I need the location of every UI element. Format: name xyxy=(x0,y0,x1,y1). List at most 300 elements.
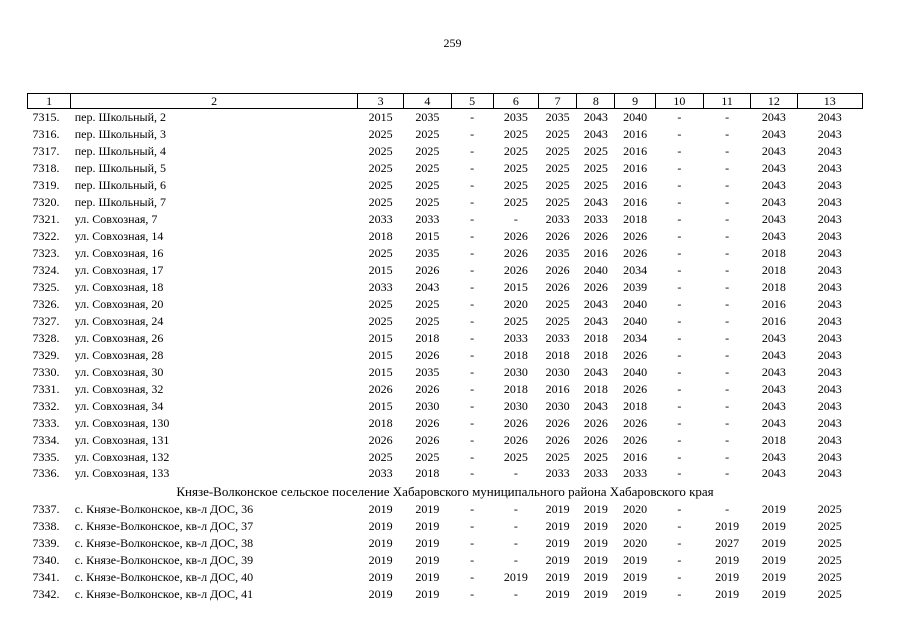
year-cell: 2026 xyxy=(503,415,528,430)
page-number: 259 xyxy=(443,36,462,50)
table-row xyxy=(28,414,863,431)
year-cell: - xyxy=(725,161,730,176)
table-row xyxy=(28,177,863,194)
year-cell: 2020 xyxy=(623,519,648,534)
year-cell: 2043 xyxy=(761,381,786,396)
year-cell: - xyxy=(677,229,682,244)
year-cell: - xyxy=(470,432,475,447)
table-row xyxy=(28,535,863,552)
year-cell: - xyxy=(470,246,475,261)
column-header: 8 xyxy=(577,94,615,109)
year-cell: 2034 xyxy=(623,263,648,278)
year-cell: - xyxy=(677,502,682,517)
year-cell: - xyxy=(677,449,682,464)
row-number: 7334. xyxy=(32,432,60,447)
year-cell: 2043 xyxy=(583,364,608,379)
year-cell: - xyxy=(677,127,682,142)
year-cell: 2026 xyxy=(503,246,528,261)
year-cell: 2033 xyxy=(368,466,393,481)
year-cell: - xyxy=(725,466,730,481)
row-number: 7318. xyxy=(32,161,60,176)
year-cell: 2018 xyxy=(761,280,786,294)
year-cell: 2043 xyxy=(761,212,786,227)
year-cell: 2043 xyxy=(817,144,842,159)
year-cell: - xyxy=(725,313,730,328)
year-cell: - xyxy=(470,144,475,159)
year-cell: 2025 xyxy=(503,195,528,210)
year-cell: 2043 xyxy=(817,212,842,227)
year-cell: - xyxy=(725,110,730,125)
year-cell: - xyxy=(677,432,682,447)
year-cell: 2033 xyxy=(583,466,608,481)
year-cell: - xyxy=(677,398,682,413)
year-cell: 2043 xyxy=(817,229,842,244)
year-cell: 2033 xyxy=(415,212,440,227)
year-cell: - xyxy=(470,398,475,413)
table-row xyxy=(28,143,863,160)
year-cell: 2035 xyxy=(415,246,440,261)
year-cell: 2043 xyxy=(761,347,786,362)
year-cell: 2018 xyxy=(503,347,528,362)
table-row xyxy=(28,518,863,535)
table-row xyxy=(28,109,863,126)
year-cell: 2025 xyxy=(583,178,608,193)
table-row xyxy=(28,569,863,586)
year-cell: - xyxy=(725,229,730,244)
year-cell: 2043 xyxy=(817,398,842,413)
year-cell: 2018 xyxy=(623,398,648,413)
year-cell: 2018 xyxy=(545,347,570,362)
year-cell: 2016 xyxy=(623,178,648,193)
year-cell: 2025 xyxy=(503,127,528,142)
year-cell: 2016 xyxy=(623,127,648,142)
year-cell: - xyxy=(470,263,475,278)
year-cell: 2020 xyxy=(503,296,528,311)
year-cell: 2019 xyxy=(583,553,608,568)
year-cell: 2043 xyxy=(817,246,842,261)
year-cell: 2019 xyxy=(368,570,393,585)
year-cell: 2025 xyxy=(368,449,393,464)
year-cell: 2019 xyxy=(623,570,648,585)
year-cell: 2043 xyxy=(761,364,786,379)
year-cell: 2043 xyxy=(583,110,608,125)
year-cell: 2043 xyxy=(817,161,842,176)
year-cell: 2027 xyxy=(715,536,740,551)
year-cell: - xyxy=(725,144,730,159)
year-cell: 2026 xyxy=(583,280,608,294)
year-cell: - xyxy=(513,587,518,602)
year-cell: 2043 xyxy=(817,127,842,142)
row-number: 7330. xyxy=(32,364,60,379)
year-cell: - xyxy=(725,246,730,261)
year-cell: - xyxy=(470,536,475,551)
row-number: 7342. xyxy=(32,587,60,602)
year-cell: - xyxy=(470,330,475,345)
address-cell: ул. Совхозная, 30 xyxy=(74,364,164,379)
year-cell: 2019 xyxy=(623,587,648,602)
table-row xyxy=(28,245,863,262)
year-cell: - xyxy=(513,519,518,534)
column-header: 3 xyxy=(357,94,403,109)
year-cell: - xyxy=(470,519,475,534)
year-cell: 2015 xyxy=(368,364,393,379)
year-cell: 2015 xyxy=(368,330,393,345)
table-row xyxy=(28,211,863,228)
year-cell: - xyxy=(725,381,730,396)
year-cell: 2015 xyxy=(368,263,393,278)
year-cell: 2033 xyxy=(368,212,393,227)
year-cell: 2043 xyxy=(817,364,842,379)
column-header: 11 xyxy=(703,94,750,109)
year-cell: 2026 xyxy=(583,415,608,430)
year-cell: 2043 xyxy=(817,347,842,362)
year-cell: 2026 xyxy=(545,415,570,430)
row-number: 7316. xyxy=(32,127,60,142)
year-cell: 2025 xyxy=(368,195,393,210)
year-cell: - xyxy=(725,127,730,142)
section-title: Князе-Волконское сельское поселение Хабаровского муниципального района Хабаровского края xyxy=(176,483,714,499)
year-cell: 2018 xyxy=(761,263,786,278)
address-cell: ул. Совхозная, 131 xyxy=(74,432,170,447)
year-cell: - xyxy=(513,553,518,568)
year-cell: 2043 xyxy=(761,466,786,481)
year-cell: - xyxy=(470,280,475,294)
address-cell: пер. Школьный, 7 xyxy=(74,195,167,210)
address-cell: ул. Совхозная, 28 xyxy=(74,347,164,362)
address-cell: ул. Совхозная, 14 xyxy=(74,229,164,244)
year-cell: 2019 xyxy=(368,587,393,602)
year-cell: 2035 xyxy=(503,110,528,125)
year-cell: 2033 xyxy=(623,466,648,481)
year-cell: 2030 xyxy=(545,364,570,379)
year-cell: - xyxy=(725,415,730,430)
year-cell: 2025 xyxy=(545,449,570,464)
year-cell: 2018 xyxy=(583,347,608,362)
year-cell: - xyxy=(513,536,518,551)
row-number: 7323. xyxy=(32,246,60,261)
column-header: 4 xyxy=(404,94,451,109)
section-row xyxy=(28,482,863,501)
year-cell: - xyxy=(677,364,682,379)
year-cell: 2043 xyxy=(583,398,608,413)
year-cell: 2019 xyxy=(761,570,786,585)
year-cell: 2043 xyxy=(583,195,608,210)
year-cell: - xyxy=(470,296,475,311)
row-number: 7340. xyxy=(32,553,60,568)
year-cell: 2019 xyxy=(415,519,440,534)
year-cell: 2018 xyxy=(761,246,786,261)
year-cell: 2043 xyxy=(761,330,786,345)
year-cell: 2043 xyxy=(817,195,842,210)
year-cell: - xyxy=(470,415,475,430)
year-cell: 2043 xyxy=(761,178,786,193)
year-cell: 2025 xyxy=(415,178,440,193)
address-cell: с. Князе-Волконское, кв-л ДОС, 40 xyxy=(74,570,254,585)
year-cell: 2019 xyxy=(715,570,740,585)
year-cell: 2026 xyxy=(623,229,648,244)
column-header: 6 xyxy=(493,94,538,109)
year-cell: 2026 xyxy=(415,381,440,396)
row-number: 7320. xyxy=(32,195,60,210)
table-row xyxy=(28,262,863,279)
column-header: 7 xyxy=(539,94,577,109)
address-cell: с. Князе-Волконское, кв-л ДОС, 36 xyxy=(74,502,254,517)
year-cell: 2033 xyxy=(583,212,608,227)
year-cell: 2043 xyxy=(817,466,842,481)
year-cell: 2025 xyxy=(368,178,393,193)
year-cell: 2040 xyxy=(623,313,648,328)
year-cell: 2035 xyxy=(545,246,570,261)
table-row xyxy=(28,448,863,465)
year-cell: - xyxy=(513,212,518,227)
year-cell: - xyxy=(677,212,682,227)
column-header: 9 xyxy=(615,94,655,109)
year-cell: 2040 xyxy=(583,263,608,278)
year-cell: - xyxy=(470,553,475,568)
table-row xyxy=(28,363,863,380)
table-row xyxy=(28,160,863,177)
year-cell: 2018 xyxy=(368,415,393,430)
year-cell: 2025 xyxy=(415,296,440,311)
year-cell: 2016 xyxy=(545,381,570,396)
year-cell: 2019 xyxy=(415,570,440,585)
year-cell: - xyxy=(677,161,682,176)
year-cell: - xyxy=(677,466,682,481)
year-cell: 2030 xyxy=(503,364,528,379)
column-header: 10 xyxy=(655,94,703,109)
year-cell: 2025 xyxy=(545,195,570,210)
year-cell: 2018 xyxy=(761,432,786,447)
year-cell: 2043 xyxy=(761,144,786,159)
row-number: 7321. xyxy=(32,212,60,227)
year-cell: - xyxy=(677,195,682,210)
table-row xyxy=(28,295,863,312)
year-cell: 2015 xyxy=(368,110,393,125)
year-cell: - xyxy=(677,415,682,430)
year-cell: 2043 xyxy=(817,280,842,294)
year-cell: 2025 xyxy=(817,553,842,568)
year-cell: 2043 xyxy=(761,195,786,210)
year-cell: 2016 xyxy=(623,144,648,159)
year-cell: 2043 xyxy=(817,263,842,278)
year-cell: 2019 xyxy=(545,553,570,568)
year-cell: 2025 xyxy=(817,570,842,585)
year-cell: 2040 xyxy=(623,110,648,125)
year-cell: 2043 xyxy=(817,110,842,125)
address-cell: ул. Совхозная, 132 xyxy=(74,449,170,464)
year-cell: 2026 xyxy=(623,246,648,261)
year-cell: 2019 xyxy=(583,587,608,602)
year-cell: 2035 xyxy=(415,364,440,379)
year-cell: - xyxy=(677,553,682,568)
year-cell: 2016 xyxy=(623,195,648,210)
year-cell: 2025 xyxy=(415,313,440,328)
year-cell: 2015 xyxy=(368,398,393,413)
year-cell: 2025 xyxy=(368,127,393,142)
year-cell: 2025 xyxy=(368,161,393,176)
year-cell: 2025 xyxy=(368,246,393,261)
address-cell: ул. Совхозная, 34 xyxy=(74,398,164,413)
year-cell: - xyxy=(677,110,682,125)
address-cell: ул. Совхозная, 18 xyxy=(74,280,164,294)
year-cell: - xyxy=(725,263,730,278)
year-cell: - xyxy=(725,330,730,345)
year-cell: 2026 xyxy=(415,415,440,430)
year-cell: - xyxy=(470,178,475,193)
year-cell: - xyxy=(677,296,682,311)
year-cell: 2025 xyxy=(817,502,842,517)
year-cell: 2025 xyxy=(817,587,842,602)
column-header: 1 xyxy=(28,94,71,109)
table-row xyxy=(28,312,863,329)
address-cell: ул. Совхозная, 7 xyxy=(74,212,158,227)
year-cell: 2016 xyxy=(761,313,786,328)
year-cell: 2019 xyxy=(368,502,393,517)
year-cell: 2018 xyxy=(415,466,440,481)
year-cell: 2019 xyxy=(368,519,393,534)
table-row xyxy=(28,228,863,245)
year-cell: 2026 xyxy=(415,347,440,362)
year-cell: - xyxy=(725,178,730,193)
address-cell: ул. Совхозная, 17 xyxy=(74,263,164,278)
year-cell: 2026 xyxy=(623,347,648,362)
year-cell: 2019 xyxy=(761,536,786,551)
year-cell: 2019 xyxy=(623,553,648,568)
year-cell: 2019 xyxy=(368,536,393,551)
year-cell: - xyxy=(725,280,730,294)
column-header: 2 xyxy=(71,94,358,109)
year-cell: 2019 xyxy=(761,587,786,602)
address-cell: ул. Совхозная, 20 xyxy=(74,296,164,311)
year-cell: 2019 xyxy=(545,519,570,534)
row-number: 7322. xyxy=(32,229,60,244)
year-cell: 2043 xyxy=(583,313,608,328)
year-cell: 2043 xyxy=(583,127,608,142)
year-cell: 2025 xyxy=(368,296,393,311)
table-header-row xyxy=(28,94,863,109)
year-cell: 2025 xyxy=(545,161,570,176)
year-cell: 2025 xyxy=(503,144,528,159)
year-cell: - xyxy=(470,195,475,210)
year-cell: - xyxy=(677,536,682,551)
year-cell: 2019 xyxy=(415,587,440,602)
year-cell: 2043 xyxy=(761,127,786,142)
year-cell: 2019 xyxy=(761,519,786,534)
year-cell: - xyxy=(677,519,682,534)
year-cell: 2026 xyxy=(545,229,570,244)
year-cell: 2035 xyxy=(415,110,440,125)
row-number: 7336. xyxy=(32,466,60,481)
year-cell: 2019 xyxy=(415,502,440,517)
year-cell: - xyxy=(470,212,475,227)
year-cell: - xyxy=(470,127,475,142)
year-cell: 2020 xyxy=(623,536,648,551)
year-cell: 2019 xyxy=(715,587,740,602)
year-cell: 2025 xyxy=(583,449,608,464)
year-cell: 2019 xyxy=(545,570,570,585)
row-number: 7331. xyxy=(32,381,60,396)
year-cell: 2016 xyxy=(623,161,648,176)
year-cell: 2033 xyxy=(503,330,528,345)
year-cell: - xyxy=(725,347,730,362)
year-cell: 2019 xyxy=(503,570,528,585)
row-number: 7327. xyxy=(32,313,60,328)
year-cell: 2019 xyxy=(545,536,570,551)
year-cell: - xyxy=(470,347,475,362)
year-cell: 2018 xyxy=(623,212,648,227)
table-row xyxy=(28,126,863,143)
table-row xyxy=(28,346,863,363)
year-cell: - xyxy=(677,178,682,193)
column-header: 5 xyxy=(451,94,493,109)
year-cell: 2018 xyxy=(583,330,608,345)
table-row xyxy=(28,431,863,448)
year-cell: 2043 xyxy=(817,296,842,311)
row-number: 7337. xyxy=(32,502,60,517)
year-cell: - xyxy=(725,296,730,311)
year-cell: 2043 xyxy=(817,381,842,396)
year-cell: 2035 xyxy=(545,110,570,125)
year-cell: 2030 xyxy=(503,398,528,413)
year-cell: 2025 xyxy=(545,313,570,328)
year-cell: - xyxy=(725,449,730,464)
data-table xyxy=(27,93,863,603)
year-cell: 2018 xyxy=(503,381,528,396)
address-cell: ул. Совхозная, 26 xyxy=(74,330,164,345)
year-cell: 2026 xyxy=(368,432,393,447)
row-number: 7338. xyxy=(32,519,60,534)
year-cell: 2043 xyxy=(761,161,786,176)
row-number: 7329. xyxy=(32,347,60,362)
year-cell: - xyxy=(725,398,730,413)
year-cell: 2043 xyxy=(415,280,440,294)
address-cell: с. Князе-Волконское, кв-л ДОС, 39 xyxy=(74,553,254,568)
year-cell: 2026 xyxy=(503,432,528,447)
year-cell: 2019 xyxy=(583,519,608,534)
address-cell: пер. Школьный, 6 xyxy=(74,178,167,193)
year-cell: - xyxy=(677,263,682,278)
table-row xyxy=(28,465,863,482)
year-cell: 2026 xyxy=(545,263,570,278)
row-number: 7319. xyxy=(32,178,60,193)
year-cell: - xyxy=(470,381,475,396)
year-cell: 2025 xyxy=(583,161,608,176)
year-cell: 2020 xyxy=(623,502,648,517)
year-cell: 2019 xyxy=(583,502,608,517)
year-cell: 2040 xyxy=(623,296,648,311)
row-number: 7317. xyxy=(32,144,60,159)
year-cell: - xyxy=(470,364,475,379)
address-cell: ул. Совхозная, 32 xyxy=(74,381,164,396)
year-cell: 2033 xyxy=(545,330,570,345)
year-cell: - xyxy=(513,502,518,517)
year-cell: 2033 xyxy=(545,212,570,227)
year-cell: 2025 xyxy=(368,144,393,159)
year-cell: 2043 xyxy=(817,449,842,464)
row-number: 7333. xyxy=(32,415,60,430)
year-cell: 2019 xyxy=(583,536,608,551)
year-cell: 2019 xyxy=(715,553,740,568)
year-cell: 2026 xyxy=(503,263,528,278)
row-number: 7339. xyxy=(32,536,60,551)
year-cell: 2026 xyxy=(368,381,393,396)
year-cell: 2039 xyxy=(623,280,648,294)
year-cell: 2026 xyxy=(583,229,608,244)
address-cell: с. Князе-Волконское, кв-л ДОС, 37 xyxy=(74,519,254,534)
year-cell: 2043 xyxy=(817,432,842,447)
year-cell: - xyxy=(677,280,682,294)
year-cell: 2019 xyxy=(545,587,570,602)
